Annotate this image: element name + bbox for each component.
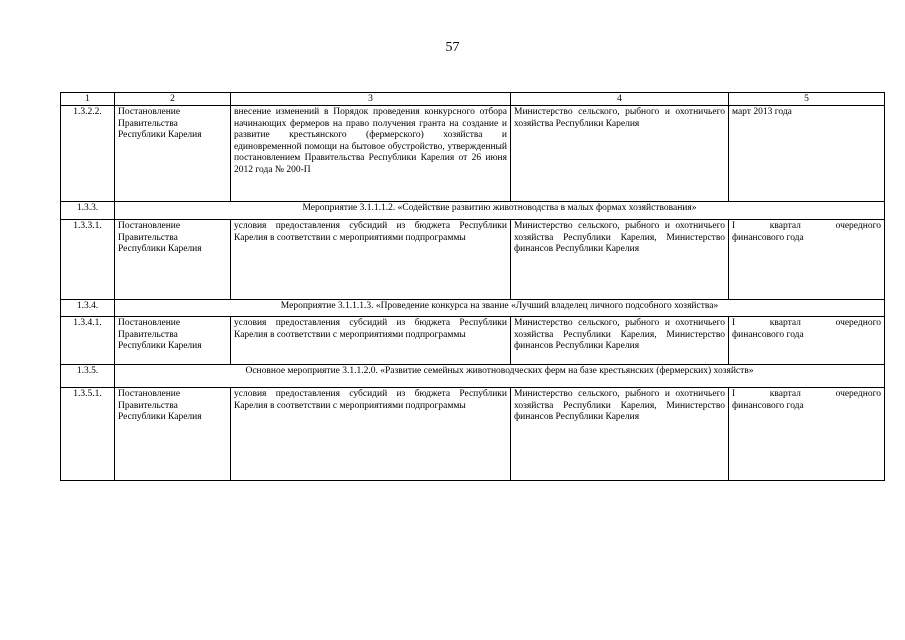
deadline [729, 220, 885, 300]
document-type: Постановление Правительства Республики Карелия [115, 106, 231, 202]
deadline-quarter-word: квартал [769, 221, 801, 231]
executor: Министерство сельского, рыбного и охотничьего хозяйства Республики Карелия, Министерство финансов Республики Карелия [511, 317, 729, 365]
page-number: 57 [445, 40, 460, 55]
executor: Министерство сельского, рыбного и охотничьего хозяйства Республики Карелия, Министерство финансов Республики Карелия [511, 388, 729, 481]
deadline-quarter-word: квартал [769, 318, 801, 328]
row-number: 1.3.4.1. [61, 317, 115, 365]
deadline-year: финансового года [732, 329, 804, 340]
document-content: условия предоставления субсидий из бюджета Республики Карелия в соответствии с мероприятиями подпрограммы [231, 317, 511, 365]
section-title: Основное мероприятие 3.1.1.2.0. «Развитие семейных животноводческих ферм на базе крестьянских (фермерских) хозяйств» [115, 365, 885, 388]
row-number: 1.3.5.1. [61, 388, 115, 481]
deadline-next-word: очередного [835, 389, 881, 399]
deadline-year: финансового года [732, 232, 804, 243]
deadline-next-word: очередного [835, 318, 881, 328]
deadline-quarter-line [732, 318, 881, 330]
plan-table [60, 92, 885, 481]
deadline-quarter-number: I [732, 221, 736, 231]
deadline: март 2013 года [729, 106, 885, 202]
column-header: 2 [115, 93, 231, 106]
row-number: 1.3.3.1. [61, 220, 115, 300]
table-row [61, 317, 885, 365]
row-number: 1.3.2.2. [61, 106, 115, 202]
deadline-quarter-number: I [732, 389, 736, 399]
document-type: Постановление Правительства Республики Карелия [115, 388, 231, 481]
section-title: Мероприятие 3.1.1.1.3. «Проведение конкурса на звание «Лучший владелец личного подсобного хозяйства» [115, 300, 885, 317]
deadline-quarter-line [732, 221, 881, 233]
table-row [61, 106, 885, 202]
deadline [729, 388, 885, 481]
deadline [729, 317, 885, 365]
deadline-quarter-word: квартал [769, 389, 801, 399]
document-type: Постановление Правительства Республики Карелия [115, 220, 231, 300]
document-content: условия предоставления субсидий из бюджета Республики Карелия в соответствии с мероприятиями подпрограммы [231, 388, 511, 481]
table-row [61, 220, 885, 300]
deadline-quarter-line [732, 389, 881, 401]
column-header: 4 [511, 93, 729, 106]
row-number: 1.3.3. [61, 202, 115, 220]
document-content: условия предоставления субсидий из бюджета Республики Карелия в соответствии с мероприятиями подпрограммы [231, 220, 511, 300]
section-row [61, 365, 885, 388]
executor: Министерство сельского, рыбного и охотничьего хозяйства Республики Карелия, Министерство финансов Республики Карелия [511, 220, 729, 300]
column-header: 3 [231, 93, 511, 106]
document-type: Постановление Правительства Республики Карелия [115, 317, 231, 365]
table-row [61, 388, 885, 481]
column-header: 1 [61, 93, 115, 106]
deadline-year: финансового года [732, 400, 804, 411]
section-title: Мероприятие 3.1.1.1.2. «Содействие развитию животноводства в малых формах хозяйствования» [115, 202, 885, 220]
section-row [61, 202, 885, 220]
executor: Министерство сельского, рыбного и охотничьего хозяйства Республики Карелия [511, 106, 729, 202]
deadline-quarter-number: I [732, 318, 736, 328]
table-header-row [61, 93, 885, 106]
column-header: 5 [729, 93, 885, 106]
deadline-next-word: очередного [835, 221, 881, 231]
section-row [61, 300, 885, 317]
row-number: 1.3.4. [61, 300, 115, 317]
row-number: 1.3.5. [61, 365, 115, 388]
document-content: внесение изменений в Порядок проведения конкурсного отбора начинающих фермеров на право получения гранта на создание и развитие крестьянского (фермерского) хозяйства и единовременной помощи на бытовое обустройство, утвержденный постановлением Правительства Республики Карелия от 26 июня 2012 года № 200-П [231, 106, 511, 202]
